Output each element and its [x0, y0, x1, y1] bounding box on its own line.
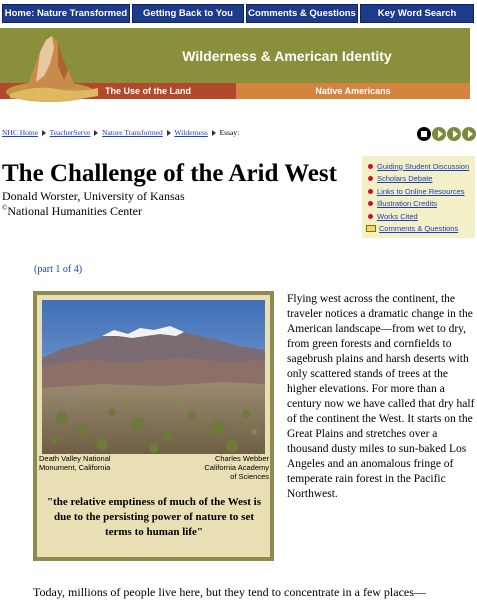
breadcrumb-arrow-icon	[167, 130, 171, 136]
link-illustration-credits[interactable]: Illustration Credits	[377, 199, 438, 209]
tab-native-americans[interactable]: Native Americans	[236, 83, 470, 99]
link-guiding-student-discussion[interactable]: Guiding Student Discussion	[377, 161, 470, 171]
back-icon[interactable]	[432, 127, 446, 141]
list-item	[366, 173, 475, 186]
top-navigation	[0, 0, 477, 26]
nav-comments-button[interactable]: Comments & Questions	[246, 4, 358, 23]
breadcrumb-arrow-icon	[212, 130, 216, 136]
bullet-icon	[368, 201, 373, 206]
breadcrumb-teacherserve[interactable]: TeacherServe	[49, 128, 91, 137]
tab-use-of-the-land[interactable]: The Use of the Land	[0, 83, 236, 99]
link-online-resources[interactable]: Links to Online Resources	[377, 186, 465, 196]
figure-panel	[33, 291, 274, 561]
bullet-icon	[368, 164, 373, 169]
list-item	[366, 185, 475, 198]
photo-caption-location	[39, 454, 111, 472]
author-line: Donald Worster, University of Kansas	[2, 189, 185, 203]
bullet-icon	[368, 189, 373, 194]
nav-getting-back-button[interactable]: Getting Back to You	[132, 4, 244, 23]
rock-formation-logo	[6, 30, 102, 104]
body-paragraph-2: Today, millions of people live here, but they tend to concentrate in a few places—	[33, 585, 426, 599]
page-title: The Challenge of the Arid West	[2, 160, 337, 187]
caption-line: Charles Webber	[214, 454, 269, 463]
caption-line: Monument, California	[39, 463, 111, 472]
breadcrumb-wilderness[interactable]: Wilderness	[174, 128, 208, 137]
bullet-icon	[368, 176, 373, 181]
copyright-mark: ©	[2, 204, 8, 212]
banner-title: Wilderness & American Identity	[182, 47, 392, 64]
nav-home-button[interactable]: Home: Nature Transformed	[2, 4, 130, 23]
envelope-icon	[366, 225, 376, 232]
organization-line	[2, 204, 142, 219]
breadcrumb-arrow-icon	[94, 130, 98, 136]
caption-line: Death Valley National	[39, 454, 111, 463]
body-paragraph-1: Flying west across the continent, the traveler notices a dramatic change in the American landscape—from wet to dry, from green forests and cornfields to sagebrush plains and harsh deserts with only scattered stands of trees at the higher elevations. For more than a century now we have called that dry half of the continent the West. It starts on the Great Plains and stretches over a thousand dusty miles to sun-baked Los Angeles and an anomalous fringe of temperate rain forest in the Pacific Northwest.	[287, 293, 475, 500]
breadcrumb-current: Essay:	[219, 128, 240, 137]
caption-line: California Academy	[204, 463, 269, 472]
next-icon[interactable]	[462, 127, 476, 141]
list-item	[366, 198, 475, 211]
link-works-cited[interactable]: Works Cited	[377, 211, 418, 221]
link-comments-questions[interactable]: Comments & Questions	[379, 224, 459, 234]
page-navigation	[417, 127, 476, 141]
section-banner	[0, 28, 477, 104]
bullet-icon	[368, 214, 373, 219]
stop-icon[interactable]	[417, 127, 431, 141]
death-valley-photo	[42, 300, 265, 454]
list-item	[366, 210, 475, 223]
link-scholars-debate[interactable]: Scholars Debate	[377, 174, 433, 184]
list-item	[366, 160, 475, 173]
breadcrumb-nature-transformed[interactable]: Nature Transformed	[102, 128, 163, 137]
breadcrumb-arrow-icon	[42, 130, 46, 136]
nav-keyword-search-button[interactable]: Key Word Search	[360, 4, 474, 23]
breadcrumb-nhc-home[interactable]: NHC Home	[2, 128, 39, 137]
part-indicator: (part 1 of 4)	[34, 264, 83, 275]
photo-caption-credit	[187, 454, 269, 481]
resource-links-box	[362, 156, 475, 238]
breadcrumb	[2, 128, 239, 137]
caption-line: of Sciences	[230, 472, 269, 481]
forward-icon[interactable]	[447, 127, 461, 141]
list-item	[366, 223, 475, 236]
organization-name: National Humanities Center	[7, 204, 142, 218]
pull-quote: "the relative emptiness of much of the West is due to the persisting power of nature to set terms to human life"	[46, 496, 262, 538]
